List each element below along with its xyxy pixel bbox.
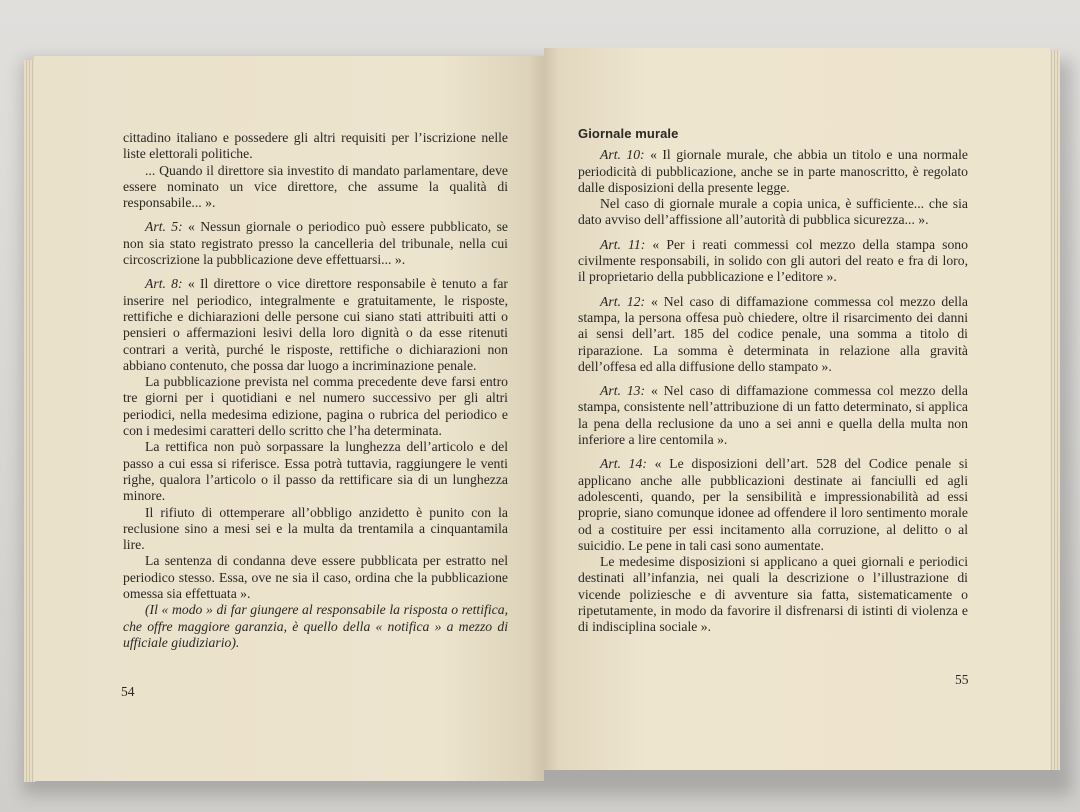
right-page-number: 55 [955, 672, 969, 687]
paragraph-text: Nel caso di giornale murale a copia unica, è sufficiente... che sia dato avviso dell’affissione all’autorità di pubblica sicurezza... ». [578, 196, 968, 228]
right-page-text [578, 126, 968, 636]
paragraph-text: « Il direttore o vice direttore responsabile è tenuto a far inserire nel periodico, integralmente e gratuitamente, le risposte, rettifiche e dichiarazioni delle persone cui siano stati attribuiti atti o pensieri o affermazioni lesivi della loro dignità o da esse ritenuti contrari a verità, purché le risposte, rettifiche o dichiarazioni non abbiano contenuto, che possa dar luogo a incriminazione penale. [123, 276, 508, 373]
section-heading: Giornale murale [578, 126, 679, 141]
paragraph [578, 237, 968, 286]
article-label: Art. 11: [600, 236, 646, 252]
paragraph-text: « Per i reati commessi col mezzo della stampa sono civilmente responsabili, in solido con gli autori del reato e fra di loro, il proprietario della pubblicazione e l’editore ». [578, 236, 968, 285]
paragraph [123, 276, 508, 374]
paragraph [123, 602, 508, 651]
paragraph-text: Le medesime disposizioni si applicano a quei giornali e periodici destinati all’infanzia, nei quali la descrizione o l’illustrazione di vicende poliziesche e di avventure sia fatta, sistematicamente o ripetutamente, in modo da favorire il disfrenarsi di istinti di violenza e di indisciplina sociale ». [578, 554, 968, 635]
paragraph-text: « Le disposizioni dell’art. 528 del Codice penale si applicano anche alle pubblicazioni destinate ai fanciulli ed agli adolescenti, quando, per la sensibilità e impressionabilità ad essi proprie, siano comunque idonee ad offendere il loro sentimento morale od a costituire per essi incitamento alla corruzione, al delitto o al suicidio. Le pene in tali casi sono aumentate. [578, 456, 968, 553]
paragraph-text: « Il giornale murale, che abbia un titolo e una normale periodicità di pubblicazione, anche se in parte manoscritto, è regolato dalle disposizioni della presente legge. [578, 147, 968, 195]
paragraph-text: « Nel caso di diffamazione commessa col mezzo della stampa, la persona offesa può chiedere, oltre il risarcimento dei danni ai sensi dell’art. 185 del codice penale, una somma a titolo di riparazione. La somma è determinata in relazione alla gravità dell’offesa ed alla diffusione dello stampato ». [578, 293, 968, 374]
paragraph [578, 294, 968, 375]
article-label: Art. 13: [600, 383, 646, 399]
article-label: Art. 12: [600, 293, 646, 309]
left-page-number: 54 [121, 684, 135, 699]
paragraph-text: « Nessun giornale o periodico può essere pubblicato, se non sia stato registrato presso la cancelleria del tribunale, nella cui circoscrizione la pubblicazione deve effettuarsi... ». [123, 219, 508, 268]
article-label: Art. 10: [600, 147, 645, 163]
paragraph [123, 553, 508, 602]
paragraph [578, 196, 968, 229]
paragraph [578, 554, 968, 635]
paragraph-text: La sentenza di condanna deve essere pubblicata per estratto nel periodico stesso. Essa, ove ne sia il caso, ordina che la pubblicazione omessa sia effettuata ». [123, 553, 508, 602]
paragraph-text: La rettifica non può sorpassare la lunghezza dell’articolo e del passo a cui essa si riferisce. Essa potrà tuttavia, raggiungere le venti righe, qualora l’articolo o il passo da rettificare sia di un lunghezza minore. [123, 439, 508, 504]
left-page-text [123, 130, 508, 651]
paragraph-text: cittadino italiano e possedere gli altri requisiti per l’iscrizione nelle liste elettorali politiche. [123, 130, 508, 162]
paragraph-text: (Il « modo » di far giungere al responsabile la risposta o rettifica, che offre maggiore garanzia, è quello della « notifica » a mezzo di ufficiale giudiziario). [123, 602, 508, 650]
paragraph-text: « Nel caso di diffamazione commessa col mezzo della stampa, consistente nell’attribuzione di un fatto determinato, si applica la pena della reclusione da uno a sei anni e quella della multa non inferiore a lire centomila ». [578, 383, 968, 448]
article-label: Art. 5: [145, 219, 183, 235]
paragraph [123, 439, 508, 504]
paragraph-text: Il rifiuto di ottemperare all’obbligo anzidetto è punito con la reclusione sino a mesi sei e la multa da trentamila a cinquantamila lire. [123, 504, 508, 553]
article-label: Art. 8: [145, 276, 183, 292]
article-label: Art. 14: [600, 456, 647, 472]
paragraph [123, 163, 508, 212]
right-page-body [578, 147, 968, 635]
paragraph [123, 374, 508, 439]
right-page [544, 48, 1050, 770]
paragraph [123, 219, 508, 268]
paragraph [123, 505, 508, 554]
paragraph [578, 147, 968, 196]
paragraph [123, 130, 508, 163]
paragraph [578, 456, 968, 554]
paragraph [578, 383, 968, 448]
left-page [34, 56, 544, 781]
paragraph-text: ... Quando il direttore sia investito di mandato parlamentare, deve essere nominato un vice direttore, che assume la qualità di responsabile... ». [123, 162, 508, 211]
paragraph-text: La pubblicazione prevista nel comma precedente deve farsi entro tre giorni per i quotidiani e nel numero successivo per gli altri periodici, nella medesima edizione, pagina o rubrica del periodico e con i medesimi caratteri dello scritto che l’ha determinata. [123, 374, 508, 439]
